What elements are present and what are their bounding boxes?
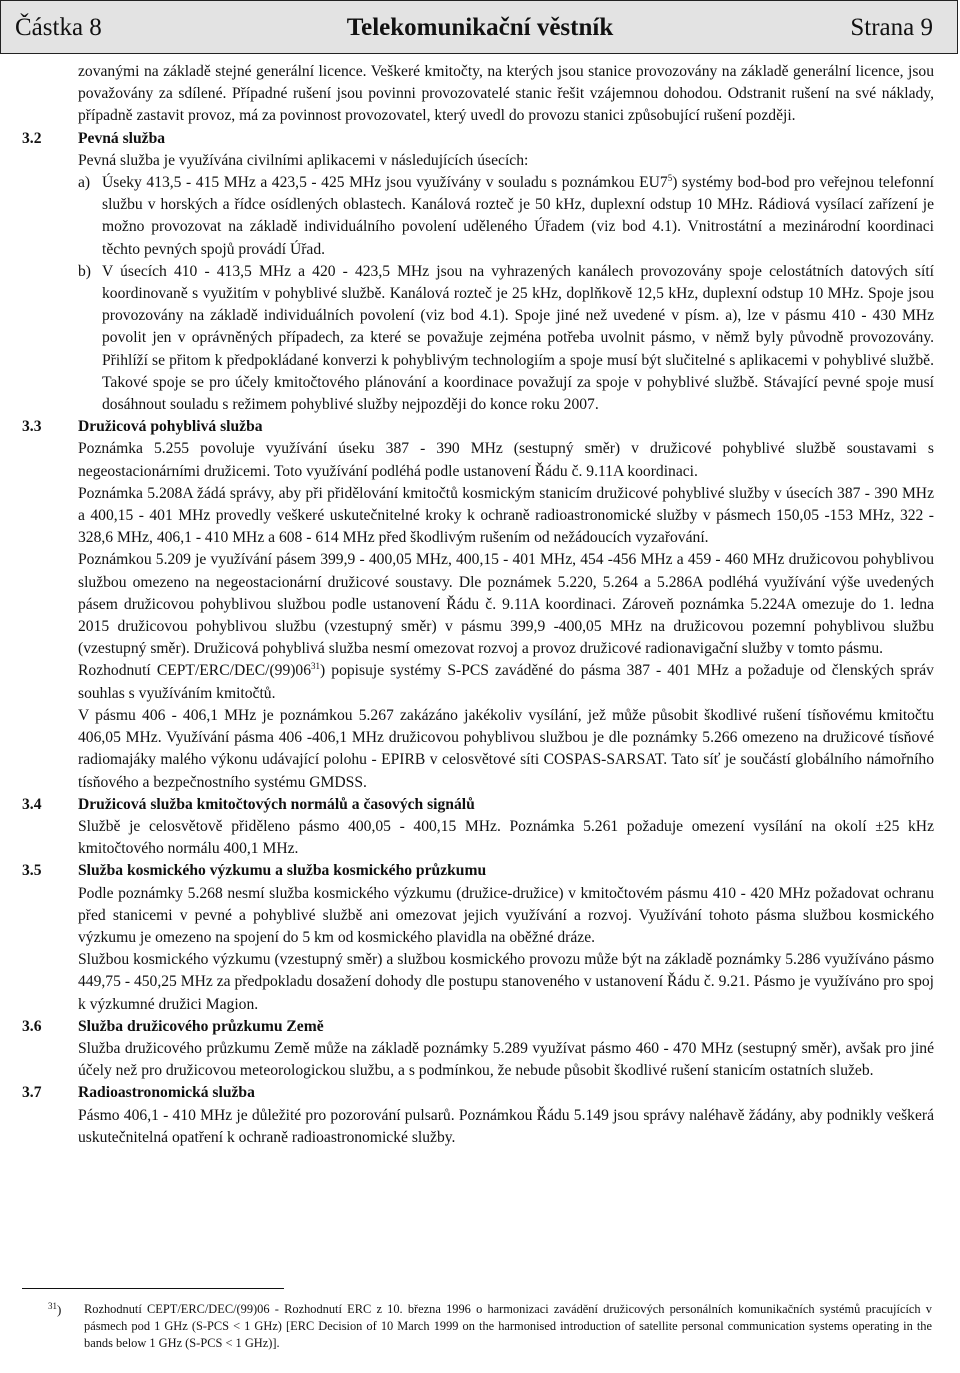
paragraph: ) systémy bod-bod pro veřejnou telefonní službu v horských a řídce osídlených oblastech. Kanálová rozteč je 50 kHz, duplexní odstup 10 MHz. Rádiová vysílací zařízení je možno provozovat na základě individuálního povolení uděleného Úřadem (viz bod 4.1). Vnitrostátní a mezinárodní koordinaci těchto pevných spojů provádí Úřad. (102, 174, 934, 258)
paragraph (78, 660, 934, 704)
section-title: Služba kosmického výzkumu a služba kosmického průzkumu (78, 862, 487, 880)
footnote (48, 1301, 932, 1352)
footnote-number: 31 (48, 1301, 57, 1311)
page-number: Strana 9 (850, 14, 933, 41)
section-number: 3.4 (22, 795, 42, 813)
list-label: b) (78, 262, 91, 280)
section-number: 3.5 (22, 862, 42, 880)
section-3-2-heading (22, 128, 934, 150)
list-item-b (78, 261, 934, 416)
text-span: Rozhodnutí CEPT/ERC/DEC/(99)06 (78, 662, 312, 680)
list-item-a (78, 172, 934, 261)
footnote-divider (22, 1288, 284, 1289)
paragraph: Podle poznámky 5.268 nesmí služba kosmického výzkumu (družice-družice) v kmitočtovém pásmu 410 - 420 MHz požadovat ochranu před stanicemi v pevné a pohyblivé službě ani omezovat jejich využívání a rozvoj. Využívání tohoto pásma službou kosmického výzkumu je omezeno na spojení do 5 km od kosmického plavidla na oběžné dráze. (78, 884, 934, 946)
paragraph: Pásmo 406,1 - 410 MHz je důležité pro pozorování pulsarů. Poznámkou Řádu 5.149 jsou správy naléhavě žádány, aby podnikly veškerá uskutečnitelná opatření k ochraně radioastronomické služby. (78, 1106, 934, 1146)
section-number: 3.6 (22, 1017, 42, 1035)
paragraph: Poznámka 5.208A žádá správy, aby při přidělování kmitočtů kosmickým stanicím družicové pohyblivé služby v úsecích 387 - 390 MHz a 400,15 - 401 MHz provedly veškeré uskutečnitelné kroky k ochraně radioastronomické služby v pásmech 150,05 -153 MHz, 322 - 328,6 MHz, 406,1 - 410 MHz a 608 - 614 MHz před škodlivým rušením od nežádoucích vyzařování. (78, 484, 934, 547)
paragraph: Služba družicového průzkumu Země může na základě poznámky 5.289 využívat pásmo 460 - 470 MHz (sestupný směr), avšak pro jiné účely než pro družicovou meteorologickou službu, a s podmínkou, že nebude působit škodlivé rušení stanicím ostatních služeb. (78, 1039, 934, 1080)
section-title: Družicová služba kmitočtových normálů a časových signálů (78, 795, 475, 813)
paragraph: Službě je celosvětově přiděleno pásmo 400,05 - 400,15 MHz. Poznámka 5.261 požaduje omezení vysílání na okolí ±25 kHz kmitočtového normálu 400,1 MHz. (78, 817, 934, 858)
document-body (22, 61, 934, 1149)
journal-title: Telekomunikační věstník (346, 14, 614, 41)
page-header (0, 0, 958, 54)
section-3-6-body (22, 1038, 934, 1082)
section-3-6-heading (22, 1016, 934, 1038)
section-3-7-body (22, 1105, 934, 1149)
section-3-4-heading (22, 794, 934, 816)
section-3-5-body (22, 883, 934, 1016)
section-title: Radioastronomická služba (78, 1084, 255, 1102)
paragraph: V úsecích 410 - 413,5 MHz a 420 - 423,5 MHz jsou na vyhrazených kanálech provozovány spoje celostátních datových sítí koordinovaně s využitím v pohyblivé službě. Kanálová rozteč je 25 kHz, doplňkově 12,5 kHz, duplexní odstup 10 MHz. Spoje jsou provozovány na základě individuálních povolení (viz bod 4.1). Spoje jiné než uvedené v písm. a), lze v pásmu 410 - 430 MHz povolit jen v oprávněných případech, za které se považuje zejména potřeba uvolnit pásmo, v němž byly původně provozovány. Přihlíží se přitom k předpokládané konverzi k pohyblivým technologiím a spoje musí být slučitelné s aplikacemi v pohyblivé službě. Takové spoje se pro účely kmitočtového plánování a koordinace považují za spoje v pohyblivé službě. Stávající pevné spoje musí dosáhnout souladu s režimem pohyblivé služby nejpozději do konce roku 2007. (102, 262, 934, 414)
text-span: ) popisuje systémy S-PCS zaváděné do pásma 387 - 401 MHz a požaduje od členských správ souhlas s využíváním kmitočtů. (78, 662, 934, 702)
paragraph: V pásmu 406 - 406,1 MHz je poznámkou 5.267 zakázáno jakékoliv vysílání, jež může působit škodlivé rušení tísňovému kmitočtu 406,05 MHz. Využívání pásma 406 -406,1 MHz družicovou pohyblivou službou je dle poznámky 5.266 omezeno na družicové tísňové radiomajáky malého výkonu udávající polohu - EPIRB v celosvětové síti COSPAS-SARSAT. Tato síť je součástí globálního námořního tísňového a bezpečnostního systému GMDSS. (78, 706, 934, 791)
list-label: a) (78, 174, 91, 192)
footnote-marker (48, 1301, 61, 1318)
paragraph: Službou kosmického výzkumu (vzestupný směr) a službou kosmického provozu může být na základě poznámky 5.286 využíváno pásmo 449,75 - 450,25 MHz za předpokladu dosažení dohody dle postupu stanoveného v ustanovení Řádu č. 9.21. Pásmo je využíváno pro spoj k výzkumné družici Magion. (78, 951, 934, 1013)
paragraph: Poznámkou 5.209 je využívání pásem 399,9 - 400,05 MHz, 400,15 - 401 MHz, 454 -456 MHz a 459 - 460 MHz družicovou pohyblivou službou omezeno na negeostacionární družicové soustavy. Dle poznámek 5.220, 5.264 a 5.286A podléhá využívání výše uvedených pásem družicovou pohyblivou službou podle ustanovení Řádu č. 9.11A koordinaci. Zároveň poznámka 5.224A omezuje do 1. ledna 2015 družicovou pohyblivou službu (vzestupný směr) v pásmu 399,9 -400,05 MHz na družicovou pozemní pohyblivou službu (vzestupný směr). Družicová pohyblivá služba nesmí omezovat rozvoj a provoz družicové radionavigační služby v tomto pásmu. (78, 551, 934, 658)
section-3-2-body (22, 150, 934, 416)
issue-number: Částka 8 (15, 14, 102, 41)
footnote-ref: 31 (311, 661, 321, 672)
paragraph: Pevná služba je využívána civilními aplikacemi v následujících úsecích: (78, 151, 529, 169)
section-title: Družicová pohyblivá služba (78, 418, 263, 436)
intro-paragraph: zovanými na základě stejné generální licence. Veškeré kmitočty, na kterých jsou stanice provozovány na základě generální licence, jsou považovány za sdílené. Případné rušení jsou povinni provozovatelé stanic řešit vzájemnou dohodou. Odstranit rušení na své náklady, případně zastavit provoz, má za povinnost provozovatel, který uvedl do provozu stanici způsobující rušení později. (78, 63, 934, 125)
section-3-5-heading (22, 860, 934, 882)
section-title: Pevná služba (78, 129, 166, 147)
section-3-3-body (22, 438, 934, 793)
footnote-ref: 5 (667, 173, 673, 184)
section-number: 3.2 (22, 129, 42, 147)
footnote-paren: ) (57, 1302, 62, 1317)
section-3-7-heading (22, 1082, 934, 1104)
section-title: Služba družicového průzkumu Země (78, 1017, 324, 1035)
section-3-3-heading (22, 416, 934, 438)
section-3-4-body (22, 816, 934, 860)
section-number: 3.7 (22, 1084, 42, 1102)
paragraph: Úseky 413,5 - 415 MHz a 423,5 - 425 MHz jsou využívány v souladu s poznámkou EU7 (102, 174, 668, 192)
footnote-text: Rozhodnutí CEPT/ERC/DEC/(99)06 - Rozhodnutí ERC z 10. března 1996 o harmonizaci zavádění družicových personálních komunikačních systémů pracujících v pásmech pod 1 GHz (S-PCS < 1 GHz) [ERC Decision of 10 March 1999 on the harmonised introduction of satellite personal communication systems operating in the bands below 1 GHz (S-PCS < 1 GHz)]. (84, 1302, 932, 1350)
paragraph: Poznámka 5.255 povoluje využívání úseku 387 - 390 MHz (sestupný směr) v družicové pohyblivé službě soustavami s negeostacionárními družicemi. Toto využívání podléhá podle ustanovení Řádu č. 9.11A koordinaci. (78, 440, 934, 480)
section-number: 3.3 (22, 418, 42, 436)
